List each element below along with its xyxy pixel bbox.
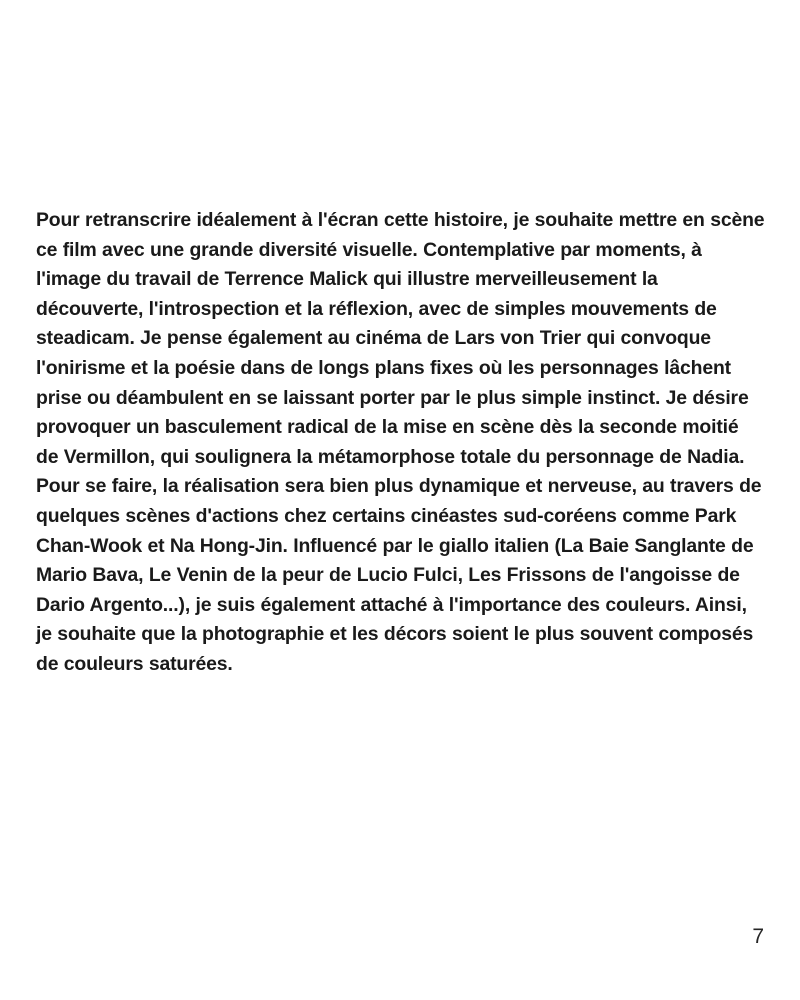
- page-content-area: [36, 206, 766, 680]
- page-number: 7: [752, 925, 764, 948]
- body-paragraph: Pour retranscrire idéalement à l'écran cette histoire, je souhaite mettre en scène ce film avec une grande diversité visuelle. Contemplative par moments, à l'image du travail de Terrence Malick qui illustre merveilleusement la découverte, l'introspection et la réflexion, avec de simples mouvements de steadicam. Je pense également au cinéma de Lars von Trier qui convoque l'onirisme et la poésie dans de longs plans fixes où les personnages lâchent prise ou déambulent en se laissant porter par le plus simple instinct. Je désire provoquer un basculement radical de la mise en scène dès la seconde moitié de Vermillon, qui soulignera la métamorphose totale du personnage de Nadia. Pour se faire, la réalisation sera bien plus dynamique et nerveuse, au travers de quelques scènes d'actions chez certains cinéastes sud-coréens comme Park Chan-Wook et Na Hong-Jin. Influencé par le giallo italien (La Baie Sanglante de Mario Bava, Le Venin de la peur de Lucio Fulci, Les Frissons de l'angoisse de Dario Argento...), je suis également attaché à l'importance des couleurs. Ainsi, je souhaite que la photographie et les décors soient le plus souvent composés de couleurs saturées.: [36, 209, 765, 675]
